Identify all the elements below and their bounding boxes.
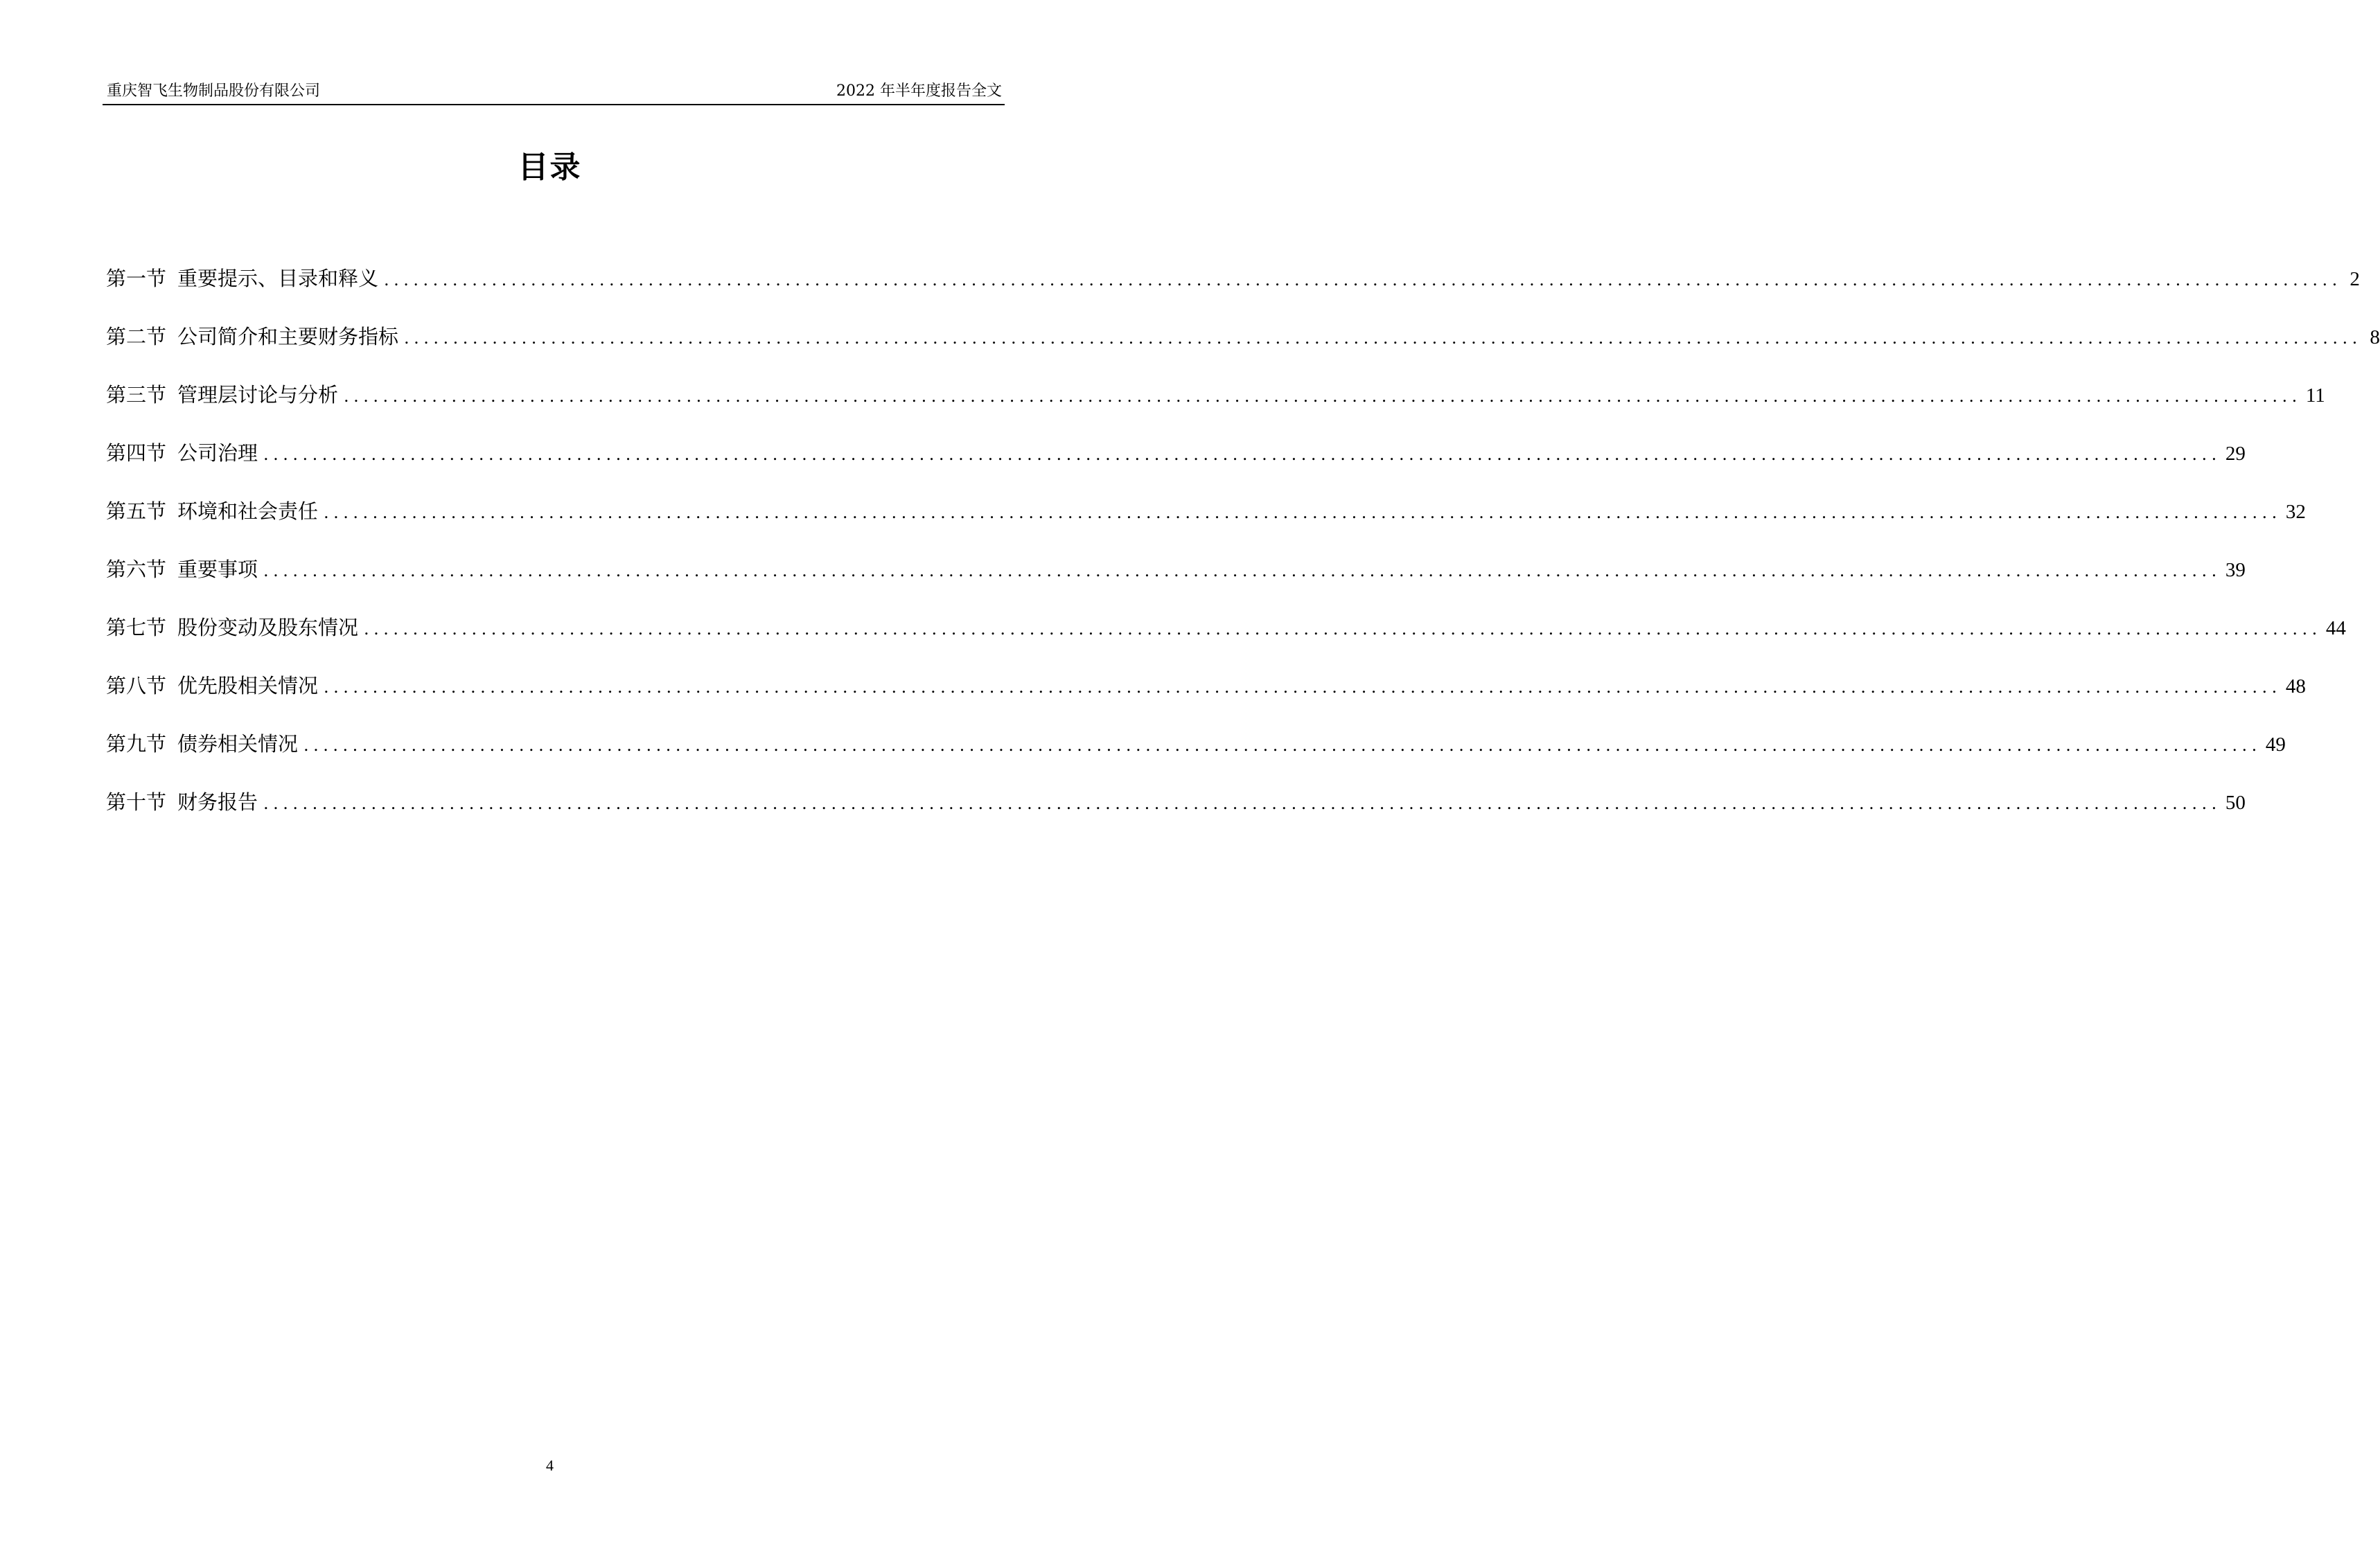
toc-dot-leader: ........................................................................................................................................................................................................ [384,270,2342,290]
toc-entry[interactable] [106,554,2246,612]
toc-entry[interactable] [106,612,2346,670]
toc-section-number: 第二节 [106,325,167,348]
toc-page-number: 8 [2370,326,2380,348]
toc-section-title: 公司治理 [177,441,258,465]
table-of-contents [106,263,2380,845]
toc-section-number: 第七节 [106,616,167,639]
toc-entry[interactable] [106,321,2380,380]
toc-page-number: 50 [2225,792,2246,814]
toc-section-title: 优先股相关情况 [177,674,319,697]
toc-section-number: 第九节 [106,732,167,756]
toc-section-number: 第一节 [106,267,167,290]
page-number: 4 [546,1457,554,1474]
toc-entry[interactable] [106,438,2246,496]
toc-section-title: 重要提示、目录和释义 [177,267,379,290]
header-company-name: 重庆智飞生物制品股份有限公司 [107,82,321,100]
toc-section-title: 债券相关情况 [177,732,299,756]
toc-dot-leader: ........................................................................................................................................................................................................ [263,445,2221,464]
page-header [103,78,1005,105]
toc-entry[interactable] [106,263,2360,321]
toc-section-number: 第四节 [106,441,167,465]
toc-dot-leader: ........................................................................................................................................................................................................ [324,677,2282,697]
toc-section-title: 公司简介和主要财务指标 [177,325,399,348]
toc-section-number: 第五节 [106,499,167,523]
toc-section-title: 环境和社会责任 [177,499,319,523]
header-report-title: 2022 年半年度报告全文 [836,82,1002,100]
toc-dot-leader: ........................................................................................................................................................................................................ [364,619,2322,639]
toc-dot-leader: ........................................................................................................................................................................................................ [404,328,2362,348]
toc-entry[interactable] [106,787,2246,845]
toc-page-number: 49 [2265,734,2286,756]
toc-page-number: 32 [2285,501,2306,523]
toc-dot-leader: ........................................................................................................................................................................................................ [263,794,2221,813]
toc-page-number: 48 [2285,675,2306,697]
toc-entry[interactable] [106,496,2306,554]
toc-section-title: 管理层讨论与分析 [177,383,339,407]
toc-entry[interactable] [106,729,2286,787]
toc-entry[interactable] [106,670,2306,729]
toc-dot-leader: ........................................................................................................................................................................................................ [324,503,2282,522]
toc-page-number: 11 [2305,384,2325,407]
toc-section-title: 重要事项 [177,558,258,581]
toc-page-number: 2 [2350,268,2360,290]
toc-page-number: 44 [2325,617,2346,639]
toc-entry[interactable] [106,380,2325,438]
toc-section-number: 第六节 [106,558,167,581]
toc-dot-leader: ........................................................................................................................................................................................................ [263,561,2221,580]
toc-section-title: 股份变动及股东情况 [177,616,359,639]
toc-dot-leader: ........................................................................................................................................................................................................ [344,386,2302,406]
toc-section-title: 财务报告 [177,790,258,814]
toc-dot-leader: ........................................................................................................................................................................................................ [303,736,2262,755]
page-title: 目录 [518,150,582,185]
toc-section-number: 第八节 [106,674,167,697]
toc-section-number: 第十节 [106,790,167,814]
toc-page-number: 29 [2225,443,2246,465]
toc-section-number: 第三节 [106,383,167,407]
toc-page-number: 39 [2225,559,2246,581]
